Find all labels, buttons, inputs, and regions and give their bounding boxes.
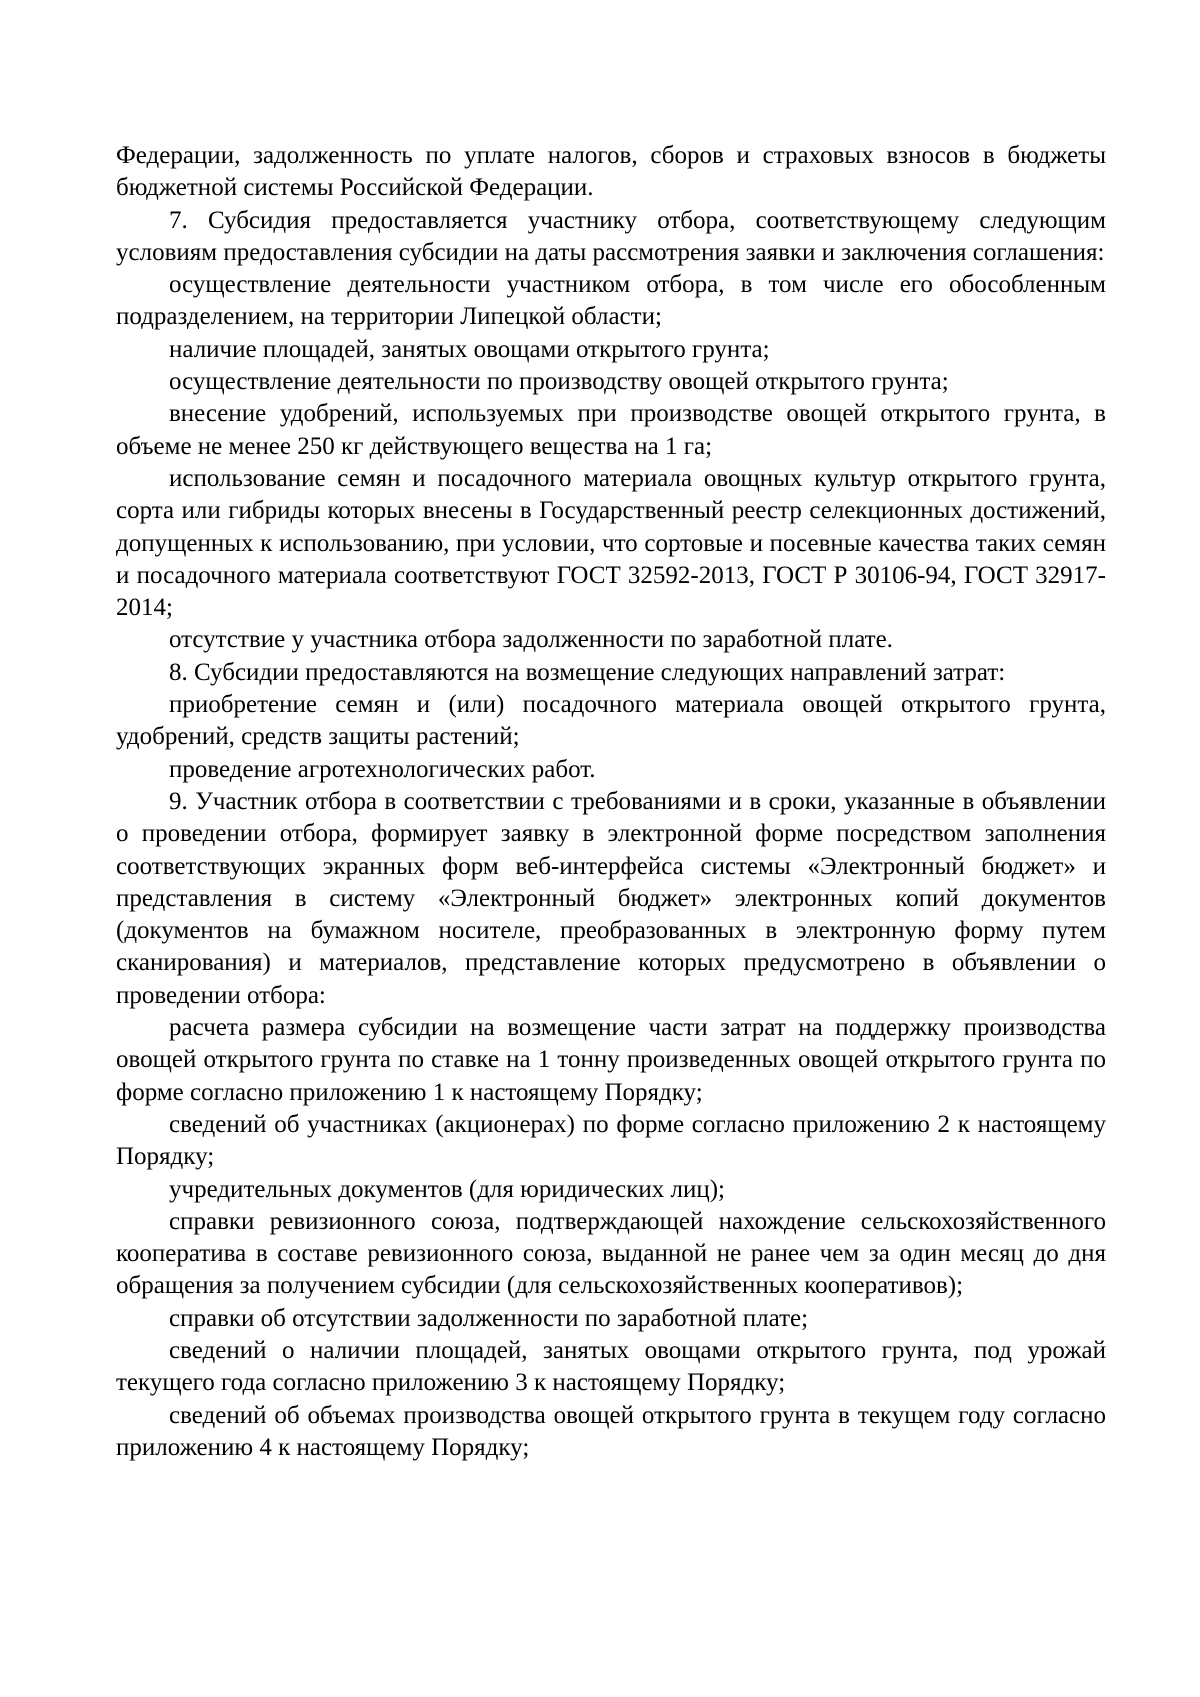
paragraph-item-9: 9. Участник отбора в соответствии с требованиями и в сроки, указанные в объявлении о проведении отбора, формирует заявку в электронной форме посредством заполнения соответствующих экранных форм веб-интерфейса системы «Электронный бюджет» и представления в систему «Электронный бюджет» электронных копий документов (документов на бумажном носителе, преобразованных в электронную форму путем сканирования) и материалов, представление которых предусмотрено в объявлении о проведении отбора: xyxy=(116,787,1106,1009)
paragraph-cost-direction: приобретение семян и (или) посадочного материала овощей открытого грунта, удобрений, средств защиты растений; xyxy=(116,691,1106,751)
paragraph-continuation: Федерации, задолженность по уплате налогов, сборов и страховых взносов в бюджеты бюджетной системы Российской Федерации. xyxy=(116,142,1106,202)
paragraph-item-7: 7. Субсидия предоставляется участнику отбора, соответствующему следующим условиям предоставления субсидии на даты рассмотрения заявки и заключения соглашения: xyxy=(116,206,1106,266)
paragraph-required-document: сведений об объемах производства овощей открытого грунта в текущем году согласно приложению 4 к настоящему Порядку; xyxy=(116,1401,1106,1461)
paragraph-required-document: справки об отсутствии задолженности по заработной плате; xyxy=(169,1304,809,1332)
paragraph-condition: внесение удобрений, используемых при производстве овощей открытого грунта, в объеме не менее 250 кг действующего вещества на 1 га; xyxy=(116,400,1106,460)
paragraph-required-document: расчета размера субсидии на возмещение части затрат на поддержку производства овощей открытого грунта по ставке на 1 тонну произведенных овощей открытого грунта по форме согласно приложению 1 к настоящему Порядку; xyxy=(116,1014,1106,1106)
document-page xyxy=(116,140,1106,1464)
paragraph-condition: использование семян и посадочного материала овощных культур открытого грунта, сорта или гибриды которых внесены в Государственный реестр селекционных достижений, допущенных к использованию, при условии, что сортовые и посевные качества таких семян и посадочного материала соответствуют ГОСТ 32592-2013, ГОСТ Р 30106-94, ГОСТ 32917-2014; xyxy=(116,464,1106,622)
paragraph-required-document: справки ревизионного союза, подтверждающей нахождение сельскохозяйственного кооператива в составе ревизионного союза, выданной не ранее чем за один месяц до дня обращения за получением субсидии (для сельскохозяйственных кооперативов); xyxy=(116,1207,1106,1300)
paragraph-required-document: сведений о наличии площадей, занятых овощами открытого грунта, под урожай текущего года согласно приложению 3 к настоящему Порядку; xyxy=(116,1336,1106,1397)
paragraph-cost-direction: проведение агротехнологических работ. xyxy=(169,755,596,783)
paragraph-condition: осуществление деятельности участником отбора, в том числе его обособленным подразделением, на территории Липецкой области; xyxy=(116,271,1106,331)
paragraph-item-8: 8. Субсидии предоставляются на возмещение следующих направлений затрат: xyxy=(169,658,1006,686)
paragraph-required-document: учредительных документов (для юридических лиц); xyxy=(169,1175,725,1203)
paragraph-condition: наличие площадей, занятых овощами открытого грунта; xyxy=(169,335,770,363)
paragraph-condition: отсутствие у участника отбора задолженности по заработной плате. xyxy=(169,626,893,654)
paragraph-condition: осуществление деятельности по производству овощей открытого грунта; xyxy=(169,368,949,396)
paragraph-required-document: сведений об участниках (акционерах) по форме согласно приложению 2 к настоящему Порядку; xyxy=(116,1110,1106,1171)
